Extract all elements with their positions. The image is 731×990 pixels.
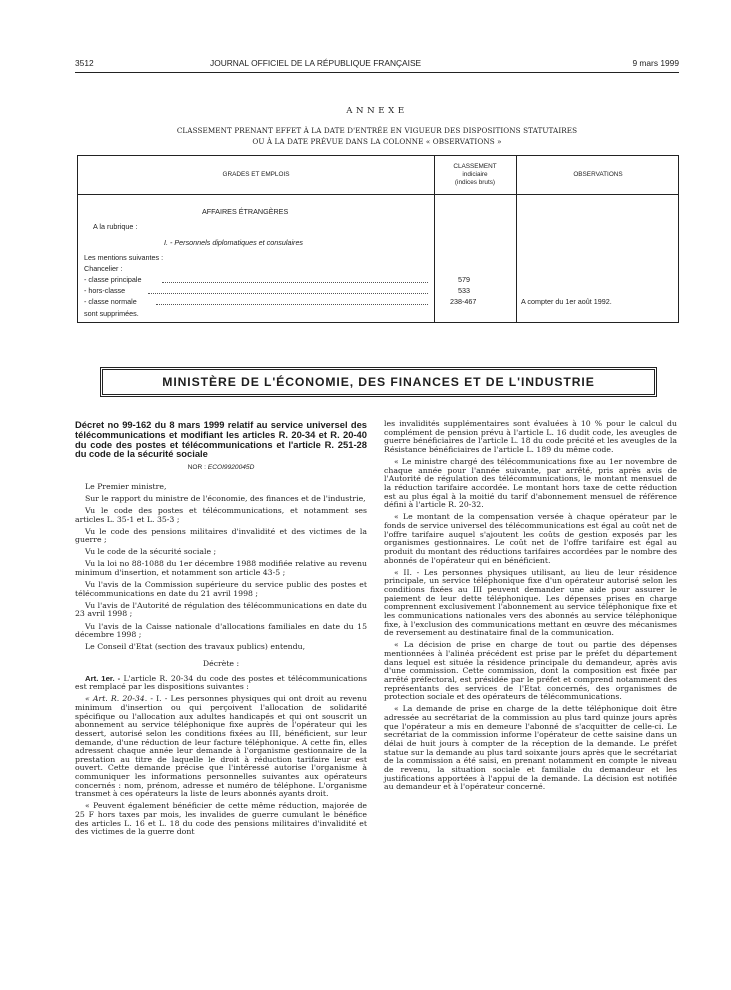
ministry-banner — [100, 367, 657, 397]
col-header-observations: OBSERVATIONS — [573, 171, 623, 178]
annexe-subtitle-line1: CLASSEMENT PRENANT EFFET À LA DATE D'ENTRÉE EN VIGUEUR DES DISPOSITIONS STATUTAIRES — [176, 126, 578, 135]
article-1-label: Art. 1er. - — [85, 673, 121, 683]
visa-paragraph: Le Premier ministre, — [85, 481, 167, 491]
chancelier-label: Chancelier : — [84, 264, 123, 273]
issue-date: 9 mars 1999 — [632, 58, 679, 68]
table-divider — [516, 156, 517, 322]
indice-classe-principale: 579 — [458, 275, 470, 284]
journal-title: JOURNAL OFFICIEL DE LA RÉPUBLIQUE FRANÇAISE — [210, 58, 422, 68]
visa-paragraph: Vu le code des pensions militaires d'invalidité et des victimes de la guerre ; — [75, 526, 367, 545]
leader-dots — [156, 304, 428, 305]
indice-hors-classe: 533 — [458, 286, 470, 295]
col-header-grades: GRADES ET EMPLOIS — [222, 171, 290, 178]
col-header-classement-line: CLASSEMENT — [453, 163, 497, 170]
visa-paragraph: Vu l'avis de la Commission supérieure du service public des postes et télécommunications en date du 21 avril 1998 ; — [75, 580, 367, 598]
article-r2034-label: « Art. R. 20-34. - — [85, 694, 153, 704]
nor-label: NOR : — [187, 464, 206, 472]
visa-paragraph: Le Conseil d'Etat (section des travaux publics) entendu, — [85, 642, 306, 652]
visa-paragraph: Vu l'avis de l'Autorité de régulation des télécommunications en date du 23 avril 1998 ; — [75, 600, 367, 619]
nor-reference — [75, 464, 367, 473]
col-header-classement — [434, 163, 516, 187]
rubrique-label: A la rubrique : — [93, 222, 138, 231]
personnel-heading: I. - Personnels diplomatiques et consulaires — [164, 238, 304, 247]
col-header-classement-line: (indices bruts) — [454, 179, 496, 186]
visa-paragraph: Vu le code de la sécurité sociale ; — [85, 547, 217, 557]
visa-paragraph: Sur le rapport du ministre de l'économie, des finances et de l'industrie, — [85, 493, 366, 503]
body-paragraph: « La décision de prise en charge de tout ou partie des dépenses mentionnées à l'alinéa précédent est prise par le préfet du département dans lequel est située la résidence principale du demandeur, après avis d'une commission. Cette commission, dont la composition est fixée par arrêté préfectoral, est présidée par le préfet et comprend notamment des représentants des services de l'Etat concernés, des organismes de protection sociale et des opérateurs de télécommunications. — [384, 640, 677, 702]
body-paragraph: « Peuvent également bénéficier de cette même réduction, majorée de 25 F hors taxes par mois, les invalides de guerre cumulant le bénéfice des articles L. 16 et L. 18 du code des pensions militaires d'invalidité et des victimes de la guerre dont — [75, 801, 367, 837]
running-header — [75, 58, 679, 70]
body-paragraph: « Le montant de la compensation versée à chaque opérateur par le fonds de service universel des télécommunications est égal au coût net de l'offre tarifaire auquel s'ajoutent les coûts de gestion exposés par les organismes gestionnaires. Le coût net de l'offre tarifaire est égal au produit du montant des réductions tarifaires accordées par le nombre des abonnés de l'opérateur qui en bénéficient. — [384, 512, 677, 565]
leader-dots — [148, 293, 428, 294]
page-number: 3512 — [75, 58, 94, 68]
indice-classe-normale: 238-467 — [450, 297, 477, 306]
grade-hors-classe: - hors-classe — [84, 286, 126, 295]
grade-classe-principale: - classe principale — [84, 275, 142, 284]
article-1 — [75, 675, 367, 692]
annexe-subtitle-line2: OU À LA DATE PRÉVUE DANS LA COLONNE « OBSERVATIONS » — [252, 137, 502, 146]
ministry-title: MINISTÈRE DE L'ÉCONOMIE, DES FINANCES ET DE L'INDUSTRIE — [162, 375, 595, 389]
decree-title: Décret no 99-162 du 8 mars 1999 relatif au service universel des télécommunications et modifiant les articles R. 20-34 et R. 20-40 du code des postes et télécommunications et l'article R. 251-28 du code de la sécurité sociale — [75, 419, 367, 460]
observation-classe-normale: A compter du 1er août 1992. — [521, 297, 612, 306]
leader-dots — [162, 282, 428, 283]
mentions-label: Les mentions suivantes : — [84, 253, 164, 262]
annexe-title: ANNEXE — [346, 106, 408, 116]
classement-table — [77, 155, 679, 323]
grade-classe-normale: - classe normale — [84, 297, 137, 306]
section-title: AFFAIRES ÉTRANGÈRES — [202, 207, 289, 216]
decree-left-column — [75, 420, 367, 841]
decree-right-column — [384, 420, 677, 795]
table-header-rule — [78, 194, 678, 195]
body-paragraph: « La demande de prise en charge de la dette téléphonique doit être adressée au secrétariat de la commission au plus tard quinze jours après que l'opérateur a mis en demeure l'abonné de s'acquitter de celle-ci. Le secrétariat de la commission informe l'opérateur de cette saisine dans un délai de huit jours à compter de la réception de la demande. Le préfet statue sur la demande au plus tard soixante jours après que le secrétariat de la commission a été saisi, en prenant notamment en compte le niveau de revenu, la situation sociale et familiale du demandeur et les justifications apportées à l'appui de la demande. La décision est notifiée au demandeur et à l'opérateur concerné. — [384, 704, 677, 792]
article-r2034 — [75, 695, 367, 799]
body-paragraph: les invalidités supplémentaires sont évaluées à 10 % pour le calcul du complément de pension prévu à l'article L. 16 dudit code, les aveugles de guerre bénéficiaires de l'article L. 18 du code précité et les aveugles de la Résistance bénéficiaires de l'article L. 189 du même code. — [384, 419, 677, 454]
visa-paragraph: Vu le code des postes et télécommunications, et notamment ses articles L. 35-1 et L. 35-3 ; — [75, 505, 367, 524]
decrete-label: Décrète : — [202, 658, 240, 668]
body-paragraph: « II. - Les personnes physiques utilisant, au lieu de leur résidence principale, un service téléphonique fixe d'un opérateur autorisé selon les conditions fixées au III peuvent demander une aide pour assurer le paiement de leur dette téléphonique. Les dépenses prises en charge comprennent exclusivement l'abonnement au service téléphonique fixe et les communications nationales vers des abonnés au service téléphonique fixe, à l'exclusion des communications mettant en œuvre des mécanismes de reversement au destinataire final de la communication. — [384, 567, 677, 638]
body-paragraph: « Le ministre chargé des télécommunications fixe au 1er novembre de chaque année pour l'année suivante, par arrêté, pris après avis de l'Autorité de régulation des télécommunications, le montant mensuel de la réduction tarifaire accordée. Le montant hors taxe de cette réduction est au plus égal à la moitié du tarif d'abonnement mensuel de référence défini à l'article R. 20-32. — [384, 457, 677, 510]
article-r2034-text: I. - Les personnes physiques qui ont droit au revenu minimum d'insertion ou qui perçoivent l'allocation de solidarité spécifique ou l'allocation aux adultes handicapés et qui ont souscrit un abonnement au service téléphonique fixe auprès de l'opérateur qui les dessert, autorisé selon les conditions fixées au III, bénéficient, sur leur demande, d'une réduction de leur facture téléphonique. A cette fin, elles adressent chaque année leur demande à l'organisme gestionnaire de la prestation au titre de laquelle le droit à réduction tarifaire leur est ouvert. Cette demande précise que l'intéressé autorise l'organisme à communiquer les informations personnelles suivantes aux opérateurs concernés : nom, prénom, adresse et numéro de téléphone. L'organisme transmet à ces opérateurs la liste de leurs abonnés ayants droit. — [75, 694, 367, 799]
visa-paragraph: Vu la loi no 88-1088 du 1er décembre 1988 modifiée relative au revenu minimum d'insertion, et notamment son article 43-5 ; — [75, 559, 367, 578]
col-header-classement-line: indiciaire — [462, 171, 488, 178]
nor-value: ECOI9920045D — [207, 464, 255, 472]
closing-text: sont supprimées. — [84, 309, 139, 318]
header-rule — [75, 72, 679, 73]
article-1-text: L'article R. 20-34 du code des postes et télécommunications est remplacé par les dispositions suivantes : — [75, 673, 368, 692]
visa-paragraph: Vu l'avis de la Caisse nationale d'allocations familiales en date du 15 décembre 1998 ; — [75, 621, 367, 640]
